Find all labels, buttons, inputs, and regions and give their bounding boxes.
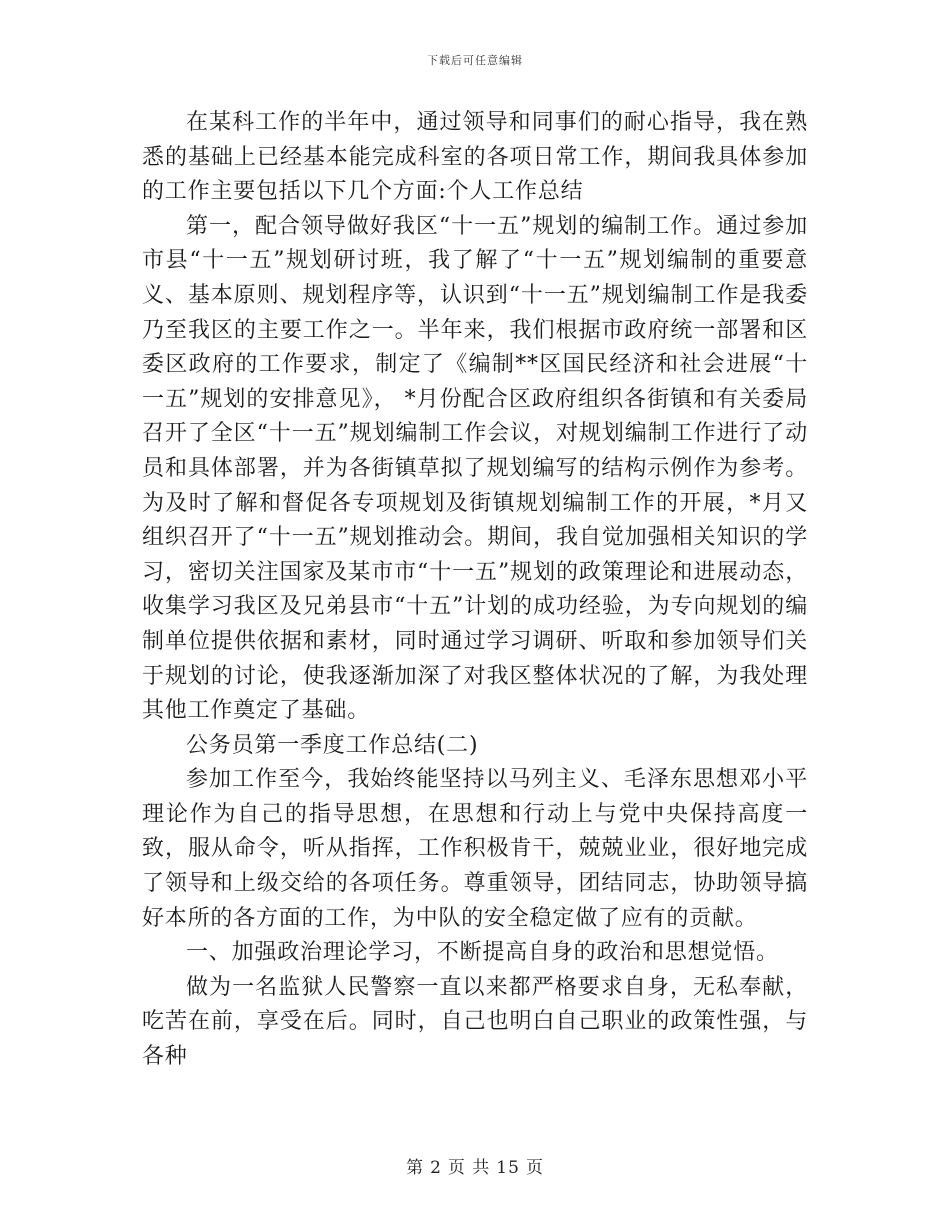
paragraph-intro: 在某科工作的半年中，通过领导和同事们的耐心指导，我在熟悉的基础上已经基本能完成科室的各项日常工作，期间我具体参加的工作主要包括以下几个方面:个人工作总结 <box>142 110 808 205</box>
section-title: 公务员第一季度工作总结(二) <box>186 732 479 758</box>
page-header-note: 下载后可任意编辑 <box>427 54 523 67</box>
footer-total-pages: 15 <box>496 1158 520 1178</box>
paragraph-police-duty: 做为一名监狱人民警察一直以来都严格要求自身，无私奉献，吃苦在前，享受在后。同时，自己也明白自己职业的政策性强，与各种 <box>142 974 808 1070</box>
footer-suffix: 页 <box>525 1158 544 1178</box>
document-body <box>142 106 808 1075</box>
paragraph-summary: 参加工作至今，我始终能坚持以马列主义、毛泽东思想邓小平理论作为自己的指导思想，在思想和行动上与党中央保持高度一致，服从命令，听从指挥，工作积极肯干，兢兢业业，很好地完成了领导和上级交给的各项任务。尊重领导，团结同志，协助领导搞好本所的各方面的工作，为中队的安全稳定做了应有的贡献。 <box>142 767 808 931</box>
footer-current-page: 2 <box>430 1158 442 1178</box>
paragraph-planning-work: 第一，配合领导做好我区“十一五”规划的编制工作。通过参加市县“十一五”规划研讨班，我了解了“十一五”规划编制的重要意义、基本原则、规划程序等，认识到“十一五”规划编制工作是我委乃至我区的主要工作之一。半年来，我们根据市政府统一部署和区委区政府的工作要求，制定了《编制**区国民经济和社会进展“十一五”规划的安排意见》， *月份配合区政府组织各街镇和有关委局召开了全区“十一五”规划编制工作会议，对规划编制工作进行了动员和具体部署，并为各街镇草拟了规划编写的结构示例作为参考。为及时了解和督促各专项规划及街镇规划编制工作的开展，*月又组织召开了“十一五”规划推动会。期间，我自觉加强相关知识的学习，密切关注国家及某市市“十一五”规划的政策理论和进展动态，收集学习我区及兄弟县市“十五”计划的成功经验，为专向规划的编制单位提供依据和素材，同时通过学习调研、听取和参加领导们关于规划的讨论，使我逐渐加深了对我区整体状况的了解，为我处理其他工作奠定了基础。 <box>142 213 808 724</box>
footer-middle: 页 共 <box>447 1158 491 1178</box>
page-footer <box>0 1153 950 1178</box>
footer-prefix: 第 <box>406 1158 425 1178</box>
paragraph-heading-one: 一、加强政治理论学习，不断提高自身的政治和思想觉悟。 <box>186 940 779 966</box>
